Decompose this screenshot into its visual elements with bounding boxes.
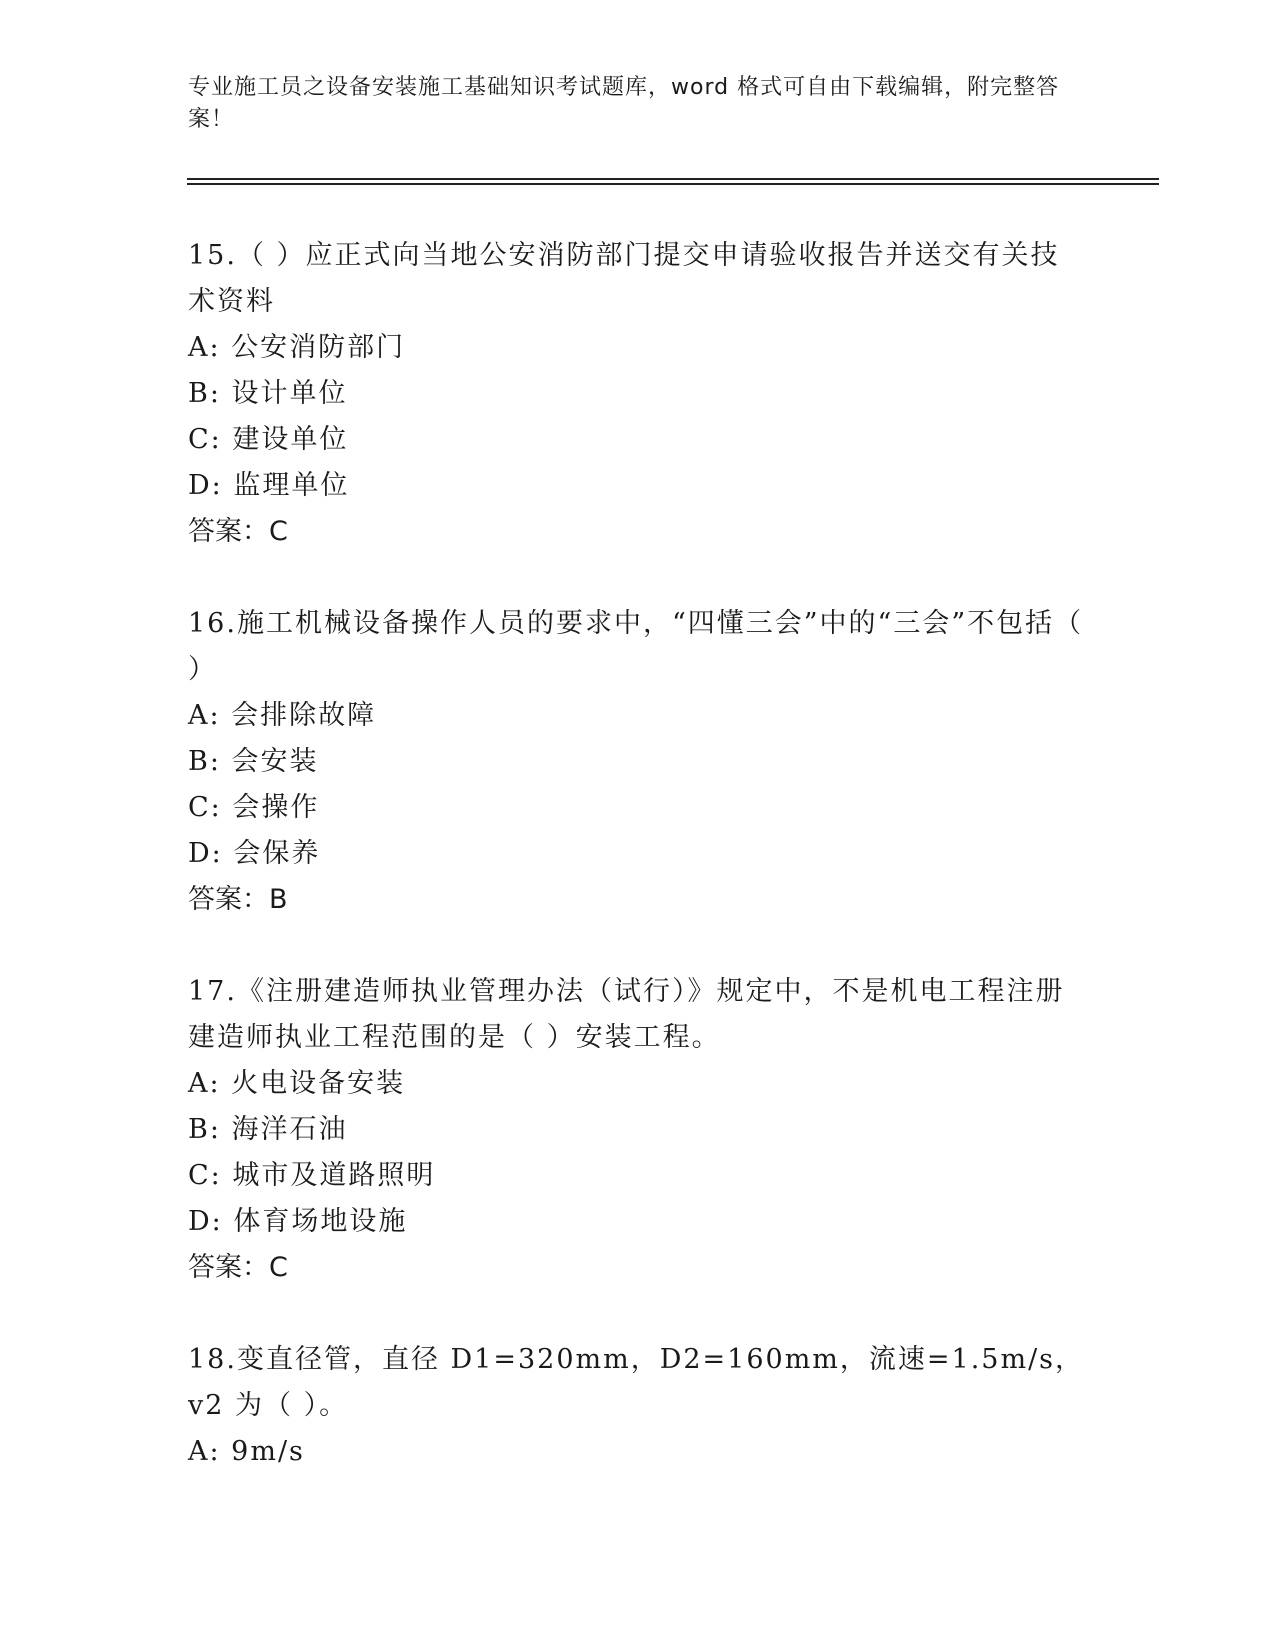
question-18: [188, 1337, 1088, 1475]
header-divider-top: [187, 178, 1159, 180]
option-d: D: 监理单位: [188, 470, 350, 501]
answer: 答案：B: [188, 884, 288, 915]
question-15: [188, 233, 1088, 555]
option-c: C: 会操作: [188, 792, 320, 823]
answer: 答案：C: [188, 1252, 288, 1283]
question-16: [188, 601, 1088, 923]
answer: 答案：C: [188, 516, 288, 547]
option-a: A: 公安消防部门: [188, 332, 406, 363]
option-c: C: 建设单位: [188, 424, 349, 455]
document-header-title: 专业施工员之设备安装施工基础知识考试题库，word 格式可自由下载编辑，附完整答案！: [188, 75, 1060, 132]
question-stem: 17.《注册建造师执业管理办法（试行）》规定中，不是机电工程注册建造师执业工程范围的是（ ）安装工程。: [188, 976, 1065, 1053]
question-stem: 18.变直径管，直径 D1=320mm，D2=160mm，流速=1.5m/s，v2 为（ ）。: [188, 1344, 1085, 1421]
question-stem: 16.施工机械设备操作人员的要求中，“四懂三会”中的“三会”不包括（ ）: [188, 608, 1084, 685]
option-b: B: 海洋石油: [188, 1114, 348, 1145]
option-a: A: 火电设备安装: [188, 1068, 406, 1099]
option-a: A: 会排除故障: [188, 700, 377, 731]
option-c: C: 城市及道路照明: [188, 1160, 436, 1191]
option-b: B: 会安装: [188, 746, 319, 777]
question-stem: 15.（ ）应正式向当地公安消防部门提交申请验收报告并送交有关技术资料: [188, 240, 1060, 317]
option-a: A: 9m/s: [188, 1436, 305, 1467]
header-divider-bottom: [187, 183, 1159, 185]
question-17: [188, 969, 1088, 1291]
question-list: [188, 233, 1088, 1521]
option-d: D: 体育场地设施: [188, 1206, 408, 1237]
option-d: D: 会保养: [188, 838, 321, 869]
option-b: B: 设计单位: [188, 378, 348, 409]
